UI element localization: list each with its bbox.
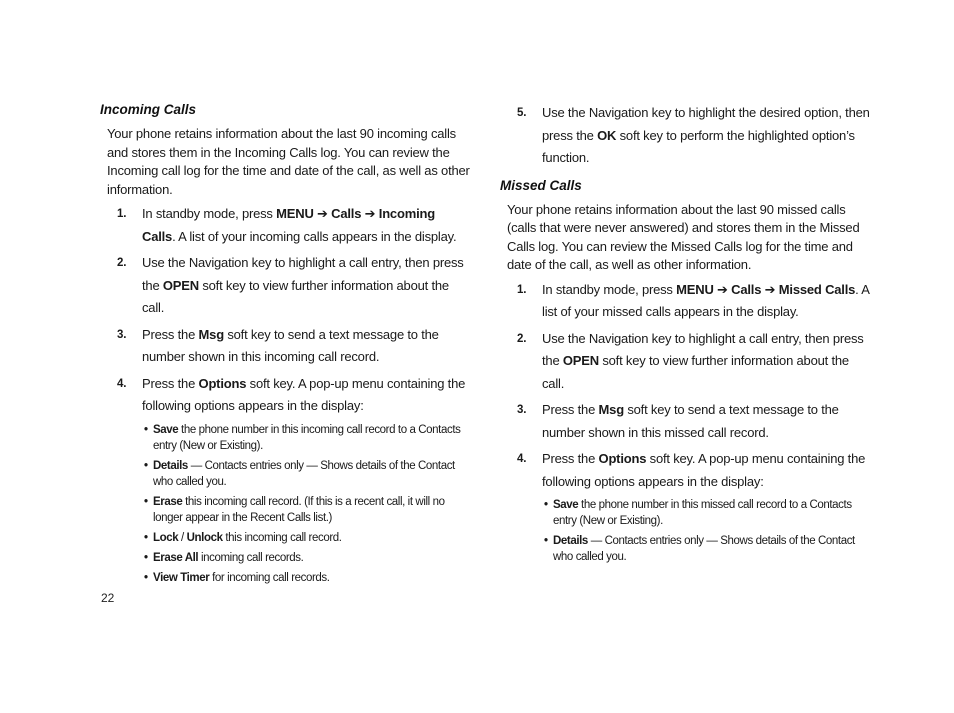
step-text: soft key to send a text message to the number shown in this missed call record.	[542, 402, 839, 440]
bullet-bold-text: Save	[153, 423, 179, 436]
intro-paragraph: Your phone retains information about the last 90 missed calls (calls that were never answered) and stores them in the Missed Calls log. You can review the Missed Calls log for the time and date of the call, as well as other information.	[507, 201, 860, 273]
step-bold-text: Incoming Calls	[142, 206, 435, 244]
step-bold-text: OPEN	[162, 277, 199, 293]
bullet-bold-text: Details	[553, 535, 588, 548]
step-text: Use the Navigation key to highlight a call entry, then press the	[542, 330, 864, 369]
bullet-item	[144, 422, 470, 454]
step-text: In standby mode, press	[142, 206, 277, 222]
bullet-text: for incoming call records.	[209, 571, 330, 584]
options-bullet-list	[100, 422, 470, 586]
section-heading-missed-calls: Missed Calls	[500, 177, 582, 193]
bullet-bold-text: Save	[553, 499, 579, 512]
step-text: . A list of your missed calls appears in the display.	[542, 281, 870, 320]
step-bold-text: Calls	[731, 281, 762, 297]
step-text: In standby mode, press	[542, 281, 677, 297]
step-number: 4.	[517, 453, 527, 466]
step-bold-text: Msg	[198, 326, 224, 342]
arrow-icon: ➔	[361, 206, 379, 222]
step-bold-text: OK	[597, 127, 617, 143]
step-text: soft key to view further information about the call.	[542, 353, 849, 391]
step-number: 3.	[117, 328, 127, 341]
step-item	[500, 399, 870, 444]
bullet-icon: •	[144, 531, 148, 544]
step-item	[100, 324, 470, 369]
bullet-icon: •	[544, 535, 548, 548]
page-number: 22	[101, 591, 115, 605]
step-bold-text: Msg	[598, 402, 624, 418]
step-number: 5.	[517, 107, 527, 119]
steps-list-continued	[500, 102, 870, 170]
bullet-separator: /	[178, 531, 187, 544]
bullet-text: this incoming call record.	[222, 531, 342, 544]
step-bold-text: Options	[598, 451, 647, 467]
arrow-icon: ➔	[761, 281, 779, 297]
steps-list	[100, 203, 470, 418]
step-text: soft key to send a text message to the number shown in this incoming call record.	[142, 326, 439, 365]
options-bullet-list	[500, 497, 870, 565]
step-item	[500, 102, 870, 170]
step-bold-text: OPEN	[562, 353, 599, 369]
arrow-icon: ➔	[313, 206, 332, 222]
bullet-item	[544, 533, 870, 565]
bullet-text: — Contacts entries only — Shows details of the Contact who called you.	[553, 535, 855, 564]
bullet-bold-text: Details	[153, 459, 188, 472]
step-text: Press the	[142, 375, 199, 391]
bullet-bold-text: Lock	[153, 531, 179, 544]
step-number: 3.	[517, 404, 527, 417]
step-item	[500, 448, 870, 493]
step-text: soft key. A pop-up menu containing the following options appears in the display:	[142, 375, 466, 414]
step-text: Use the Navigation key to highlight a call entry, then press the	[142, 255, 464, 293]
bullet-icon: •	[144, 551, 148, 564]
step-item	[500, 328, 870, 396]
bullet-text: this incoming call record. (If this is a recent call, it will no longer appear in the Recent Calls list.)	[153, 495, 445, 524]
step-text: Use the Navigation key to highlight the desired option, then press the	[542, 105, 870, 143]
arrow-icon: ➔	[713, 281, 732, 297]
bullet-item	[144, 458, 470, 490]
step-number: 1.	[517, 283, 527, 296]
step-number: 2.	[117, 257, 127, 270]
bullet-icon: •	[144, 459, 148, 472]
bullet-item	[144, 494, 470, 526]
step-bold-text: Missed Calls	[778, 281, 856, 297]
bullet-item	[144, 550, 470, 566]
bullet-icon: •	[544, 499, 548, 512]
step-number: 2.	[517, 332, 527, 345]
step-number: 1.	[117, 208, 127, 221]
bullet-text: — Contacts entries only — Shows details of the Contact who called you.	[153, 459, 455, 488]
step-bold-text: MENU	[676, 281, 714, 297]
step-item	[500, 279, 870, 324]
bullet-text: the phone number in this missed call record to a Contacts entry (New or Existing).	[553, 499, 852, 528]
bullet-text: the phone number in this incoming call record to a Contacts entry (New or Existing).	[153, 423, 461, 452]
step-text: soft key. A pop-up menu containing the following options appears in the display:	[542, 451, 866, 489]
step-item	[100, 373, 470, 418]
intro-paragraph: Your phone retains information about the last 90 incoming calls and stores them in the Incoming Calls log. You can review the Incoming call log for the time and date of the call, as well as other information.	[107, 126, 470, 197]
bullet-bold-text: Unlock	[186, 531, 223, 544]
bullet-item	[144, 570, 470, 586]
section-heading-incoming-calls: Incoming Calls	[100, 102, 197, 117]
bullet-bold-text: Erase All	[153, 551, 199, 564]
bullet-item	[544, 497, 870, 529]
step-bold-text: Options	[198, 375, 247, 391]
steps-list	[500, 279, 870, 494]
step-bold-text: Calls	[331, 206, 362, 222]
step-text: Press the	[542, 451, 599, 467]
bullet-item	[144, 530, 470, 546]
bullet-text: incoming call records.	[198, 551, 304, 564]
bullet-bold-text: Erase	[153, 495, 183, 508]
step-bold-text: MENU	[276, 206, 314, 222]
step-item	[100, 203, 470, 248]
bullet-icon: •	[144, 495, 148, 508]
step-text: soft key to view further information about the call.	[142, 277, 449, 316]
right-column	[500, 102, 870, 569]
step-text: Press the	[542, 402, 599, 418]
step-text: Press the	[142, 326, 199, 342]
step-text: soft key to perform the highlighted option’s function.	[542, 127, 855, 165]
left-column	[100, 102, 470, 590]
step-text: . A list of your incoming calls appears in the display.	[172, 228, 457, 244]
bullet-icon: •	[144, 423, 148, 436]
step-number: 4.	[117, 377, 127, 390]
step-item	[100, 252, 470, 320]
bullet-bold-text: View Timer	[153, 571, 210, 584]
bullet-icon: •	[144, 571, 148, 584]
